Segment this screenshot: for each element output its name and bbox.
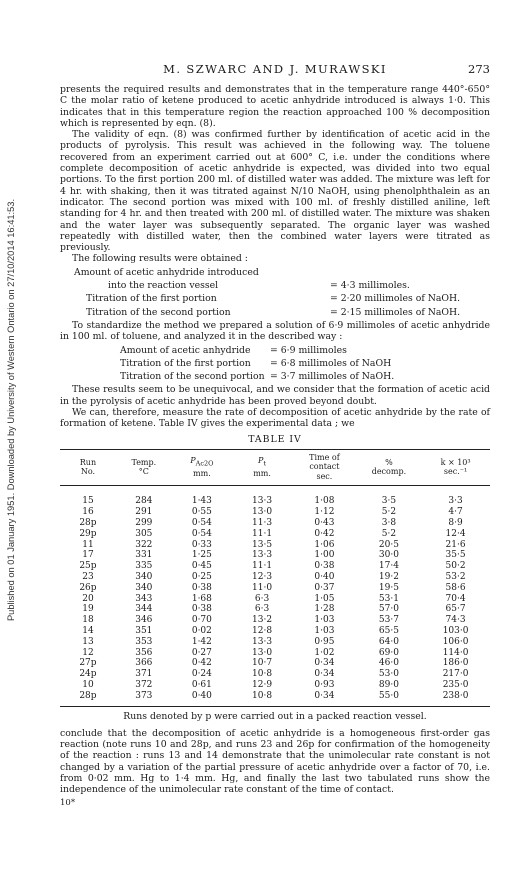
table-cell: 10 xyxy=(82,679,94,690)
result-value: = 6·8 millimoles of NaOH xyxy=(270,357,392,369)
paragraph: These results seem to be unequivocal, and we consider that the formation of acetic acid in the pyrolysis of acetic anhydride has been proved beyond doubt. xyxy=(60,384,490,407)
result-label: into the reaction vessel xyxy=(108,280,219,292)
table-cell: 0·43 xyxy=(314,518,335,528)
table-cell: 18 xyxy=(82,615,94,626)
page-number: 273 xyxy=(468,62,490,76)
table-cell: 356 xyxy=(135,647,153,658)
download-watermark xyxy=(4,150,18,670)
result-value: = 2·15 millimoles of NaOH. xyxy=(330,306,461,318)
table-cell: 1·03 xyxy=(314,615,335,626)
table-cell: 340 xyxy=(135,571,153,582)
table-cell: 1·42 xyxy=(191,636,212,647)
table-cell: 11·1 xyxy=(252,561,273,572)
table-row xyxy=(60,486,490,507)
table-cell: 13·3 xyxy=(252,636,273,647)
table-cell: 70·4 xyxy=(445,593,466,604)
table-row xyxy=(60,680,490,691)
standard-results-list xyxy=(118,343,396,385)
table-cell: 344 xyxy=(135,604,153,615)
table-cell: 13·2 xyxy=(252,615,273,626)
table-cell: 1·28 xyxy=(314,604,335,615)
table-cell: 46·0 xyxy=(378,658,399,669)
table-row xyxy=(60,691,490,706)
table-row xyxy=(60,594,490,605)
table-cell: 3·3 xyxy=(448,496,463,507)
table-cell: 0·42 xyxy=(191,658,212,669)
table-cell: 284 xyxy=(135,496,153,507)
table-cell: 12·9 xyxy=(252,679,273,690)
table-cell: 299 xyxy=(135,518,153,528)
table-cell: 19·5 xyxy=(378,582,399,593)
table-cell: 238·0 xyxy=(442,690,469,701)
table-cell: 0·37 xyxy=(314,582,335,593)
table-cell: 12·8 xyxy=(252,625,273,636)
table-cell: 6·3 xyxy=(254,593,270,604)
table-cell: 65·5 xyxy=(378,625,399,636)
table-cell: 13·0 xyxy=(252,507,273,518)
table-cell: 23 xyxy=(82,571,94,582)
table-cell: 28p xyxy=(79,690,97,701)
table-cell: 65·7 xyxy=(445,604,466,615)
header-rate-constant: k × 10³ sec.⁻¹ xyxy=(421,449,490,486)
table-cell: 53·2 xyxy=(445,571,466,582)
table-cell: 0·38 xyxy=(191,582,212,593)
running-title: M. SZWARC AND J. MURAWSKI xyxy=(163,62,387,76)
header-contact-time: Time of contact sec. xyxy=(292,449,357,486)
table-cell: 13·3 xyxy=(252,550,273,561)
table-cell: 366 xyxy=(135,658,153,669)
table-cell: 0·54 xyxy=(191,528,212,539)
table-cell: 3·5 xyxy=(381,496,397,507)
table-cell: 53·1 xyxy=(378,593,399,604)
table-cell: 1·25 xyxy=(191,550,212,561)
result-label: Titration of the first portion xyxy=(120,357,251,369)
table-cell: 0·34 xyxy=(314,658,335,669)
table-cell: 1·05 xyxy=(314,593,335,604)
table-cell: 50·2 xyxy=(445,561,466,572)
table-cell: 186·0 xyxy=(442,658,469,669)
table-cell: 0·55 xyxy=(191,507,212,518)
table-cell: 0·38 xyxy=(314,561,335,572)
table-cell: 3·8 xyxy=(381,518,397,528)
table-cell: 322 xyxy=(135,539,153,550)
download-watermark-text: Published on 01 January 1951. Downloaded by University of Western Ontario on 27/10/2014 16:41:53. xyxy=(6,198,16,622)
table-cell: 29p xyxy=(79,528,97,539)
result-label: Titration of the second portion xyxy=(120,371,265,383)
result-label: Titration of the second portion xyxy=(86,306,231,318)
table-cell: 30·0 xyxy=(378,550,399,561)
table-cell: 0·25 xyxy=(191,571,212,582)
table-cell: 17·4 xyxy=(378,561,399,572)
paragraph: conclude that the decomposition of acetic anhydride is a homogeneous first-order gas reaction (note runs 10 and 28p, and runs 23 and 26p for confirmation of the homogeneity of the reaction : runs 13 and 14 demonstrate that the unimolecular rate constant is not changed by a variation of the partial pressure of acetic anhydride over a factor of 70, i.e. from 0·02 mm. Hg to 1·4 mm. Hg, and finally the last two tabulated runs show the independence of the unimolecular rate constant of the time of contact. xyxy=(60,727,490,796)
table-cell: 13 xyxy=(82,636,94,647)
article-body xyxy=(60,84,490,809)
table-cell: 11·1 xyxy=(252,528,273,539)
table-cell: 15 xyxy=(82,496,94,507)
header-pressure-total: $P_t$ mm. xyxy=(232,449,292,486)
table-cell: 21·6 xyxy=(445,539,466,550)
table-cell: 217·0 xyxy=(442,669,469,680)
table-cell: 103·0 xyxy=(442,625,469,636)
table-row xyxy=(60,648,490,659)
header-pressure-anhydride: $P_{Ac2O}$ mm. xyxy=(172,449,232,486)
table-cell: 335 xyxy=(135,561,153,572)
table-cell: 343 xyxy=(135,593,153,604)
table-cell: 14 xyxy=(82,625,94,636)
table-cell: 1·03 xyxy=(314,625,335,636)
table-cell: 10·8 xyxy=(252,690,273,701)
table-cell: 35·5 xyxy=(445,550,466,561)
table-cell: 19 xyxy=(82,604,94,615)
table-cell: 19·2 xyxy=(378,571,399,582)
table-cell: 12·4 xyxy=(445,528,466,539)
result-value: = 3·7 millimoles of NaOH. xyxy=(270,371,395,383)
table-row xyxy=(60,626,490,637)
table-row xyxy=(60,529,490,540)
table-cell: 1·08 xyxy=(314,496,335,507)
table-row xyxy=(60,615,490,626)
table-cell: 305 xyxy=(135,528,153,539)
table-row xyxy=(60,572,490,583)
table-cell: 28p xyxy=(79,518,97,528)
table-cell: 346 xyxy=(135,615,153,626)
table-cell: 0·27 xyxy=(191,647,212,658)
table-cell: 0·02 xyxy=(191,625,212,636)
table-cell: 20·5 xyxy=(378,539,399,550)
table-cell: 0·24 xyxy=(191,669,212,680)
table-cell: 0·33 xyxy=(191,539,212,550)
paragraph: presents the required results and demonstrates that in the temperature range 440°-650° C the molar ratio of ketene produced to acetic anhydride introduced is always 1·0. This indicates that in this temperature region the reaction approached 100 % decomposition which is represented by eqn. (8). xyxy=(60,84,490,129)
table-cell: 5·2 xyxy=(381,507,397,518)
table-cell: 74·3 xyxy=(445,615,466,626)
table-cell: 17 xyxy=(82,550,94,561)
table-cell: 0·42 xyxy=(314,528,335,539)
table-row xyxy=(60,518,490,529)
table-cell: 0·54 xyxy=(191,518,212,528)
table-cell: 373 xyxy=(135,690,153,701)
table-cell: 0·34 xyxy=(314,690,335,701)
table-cell: 57·0 xyxy=(378,604,399,615)
table-cell: 0·40 xyxy=(191,690,212,701)
table-cell: 291 xyxy=(135,507,153,518)
table-row xyxy=(60,658,490,669)
result-value: = 2·20 millimoles of NaOH. xyxy=(330,293,461,305)
table-cell: 0·95 xyxy=(314,636,335,647)
table-cell: 58·6 xyxy=(445,582,466,593)
table-cell: 0·38 xyxy=(191,604,212,615)
table-cell: 10·8 xyxy=(252,669,273,680)
table-caption: TABLE IV xyxy=(248,433,302,445)
table-cell: 0·45 xyxy=(191,561,212,572)
data-table xyxy=(60,449,490,707)
table-cell: 10·7 xyxy=(252,658,273,669)
result-value: = 6·9 millimoles xyxy=(270,344,347,356)
running-header xyxy=(60,62,490,80)
table-cell: 20 xyxy=(82,593,94,604)
table-cell: 11·3 xyxy=(252,518,273,528)
table-cell: 13·0 xyxy=(252,647,273,658)
table-row xyxy=(60,604,490,615)
table-row xyxy=(60,561,490,572)
table-cell: 331 xyxy=(135,550,153,561)
table-cell: 1·02 xyxy=(314,647,335,658)
paragraph: To standardize the method we prepared a solution of 6·9 millimoles of acetic anhydride in 100 ml. of toluene, and analyzed it in the described way : xyxy=(60,319,490,343)
result-value: = 4·3 millimoles. xyxy=(330,280,410,292)
signature-mark: 10* xyxy=(60,797,76,808)
table-cell: 0·93 xyxy=(314,679,335,690)
table-row xyxy=(60,637,490,648)
table-cell: 106·0 xyxy=(442,636,469,647)
table-cell: 11·0 xyxy=(252,582,273,593)
result-label: Amount of acetic anhydride introduced xyxy=(74,266,259,278)
table-row xyxy=(60,507,490,518)
table-cell: 24p xyxy=(79,669,97,680)
table-cell: 89·0 xyxy=(378,679,399,690)
table-cell: 1·12 xyxy=(314,507,335,518)
result-label: Titration of the first portion xyxy=(86,293,217,305)
table-header-row xyxy=(60,449,490,486)
table-row xyxy=(60,540,490,551)
table-cell: 371 xyxy=(135,669,153,680)
table-cell: 1·00 xyxy=(314,550,335,561)
table-cell: 13·3 xyxy=(252,496,273,507)
table-cell: 64·0 xyxy=(378,636,399,647)
result-label: Amount of acetic anhydride xyxy=(120,344,251,356)
table-cell: 26p xyxy=(79,582,97,593)
header-decomposition: % decomp. xyxy=(357,449,422,486)
table-cell: 372 xyxy=(135,679,153,690)
table-cell: 69·0 xyxy=(378,647,399,658)
table-note: Runs denoted by p were carried out in a packed reaction vessel. xyxy=(123,710,427,722)
table-cell: 6·3 xyxy=(254,604,270,615)
table-cell: 1·68 xyxy=(191,593,212,604)
table-row xyxy=(60,669,490,680)
results-list xyxy=(72,265,462,320)
table-cell: 53·7 xyxy=(378,615,399,626)
paragraph: We can, therefore, measure the rate of decomposition of acetic anhydride by the rate of formation of ketene. Table IV gives the experimental data ; we xyxy=(60,407,490,430)
header-temp: Temp. °C xyxy=(116,449,172,486)
table-body xyxy=(60,486,490,706)
table-cell: 12 xyxy=(82,647,94,658)
table-cell: 55·0 xyxy=(378,690,399,701)
table-cell: 8·9 xyxy=(448,518,463,528)
table-cell: 16 xyxy=(82,507,94,518)
table-cell: 0·34 xyxy=(314,669,335,680)
table-cell: 235·0 xyxy=(442,679,469,690)
table-cell: 0·40 xyxy=(314,571,335,582)
table-cell: 0·61 xyxy=(191,679,212,690)
table-cell: 1·43 xyxy=(191,496,212,507)
table-row xyxy=(60,583,490,594)
table-cell: 5·2 xyxy=(381,528,397,539)
header-run: Run No. xyxy=(60,449,116,486)
table-cell: 11 xyxy=(82,539,94,550)
table-cell: 25p xyxy=(79,561,97,572)
table-row xyxy=(60,550,490,561)
table-cell: 13·5 xyxy=(252,539,273,550)
table-cell: 4·7 xyxy=(448,507,463,518)
table-cell: 0·70 xyxy=(191,615,212,626)
table-cell: 27p xyxy=(79,658,97,669)
table-cell: 340 xyxy=(135,582,153,593)
table-cell: 114·0 xyxy=(442,647,469,658)
table-cell: 353 xyxy=(135,636,153,647)
table-cell: 1·06 xyxy=(314,539,335,550)
paragraph: The validity of eqn. (8) was confirmed further by identification of acetic acid in the products of pyrolysis. This result was achieved in the following way. The toluene recovered from an experiment carried out at 600° C, i.e. under the conditions where complete decomposition of acetic anhydride is expected, was divided into two equal portions. To the first portion 200 ml. of distilled water was added. The mixture was left for 4 hr. with shaking, then it was titrated against N/10 NaOH, using phenolphthalein as an indicator. The second portion was mixed with 100 ml. of freshly distilled aniline, left standing for 4 hr. and then treated with 200 ml. of distilled water. The mixture was shaken and the water layer was subsequently separated. The organic layer was washed repeatedly with distilled water, then the combined water layers were titrated as previously. xyxy=(60,129,490,254)
paragraph: The following results were obtained : xyxy=(72,253,248,265)
table-cell: 351 xyxy=(135,625,153,636)
table-cell: 53·0 xyxy=(378,669,399,680)
table-cell: 12·3 xyxy=(252,571,273,582)
